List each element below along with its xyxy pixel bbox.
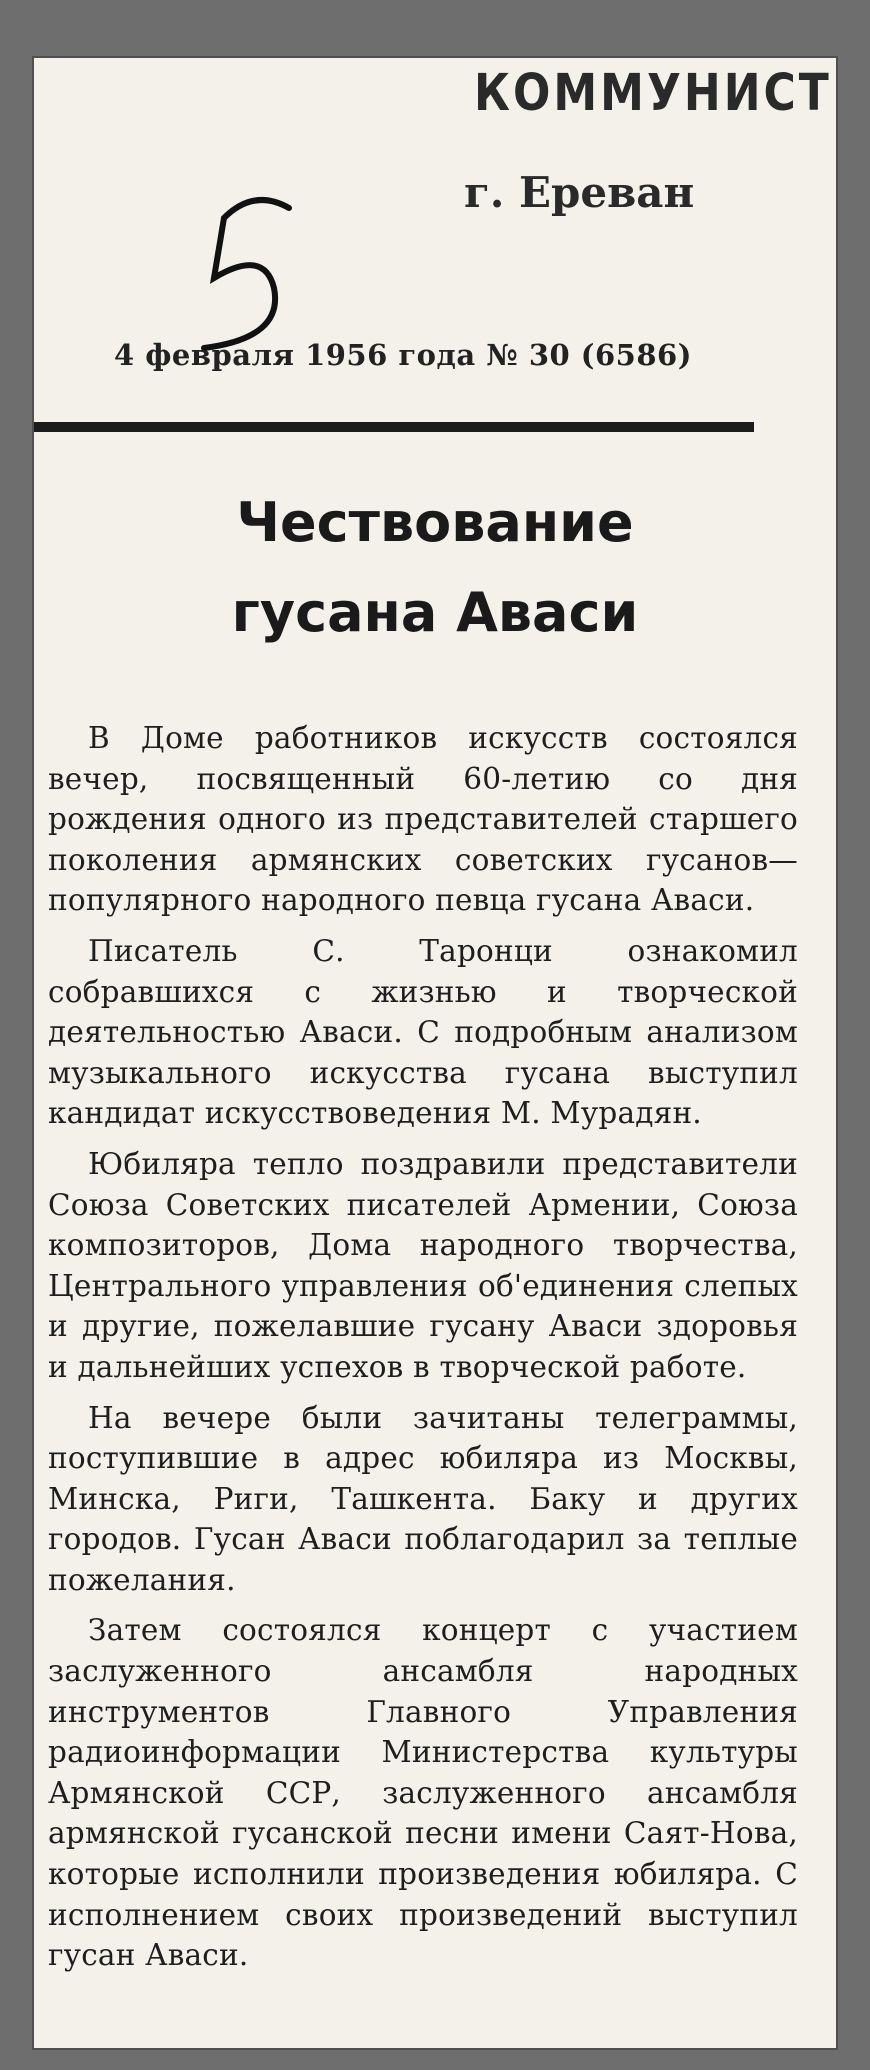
- masthead: [34, 58, 836, 428]
- issue-date-line: 4 февраля 1956 года № 30 (6586): [114, 338, 692, 372]
- article-body: [48, 718, 798, 1986]
- newspaper-name: КОММУНИСТ: [474, 64, 832, 123]
- newspaper-city: г. Ереван: [464, 168, 695, 217]
- handwritten-number-mark: [194, 178, 304, 358]
- paragraph-1: В Доме работников искусств состоялся вечер, посвященный 60-летию со дня рождения одного из представителей старшего поколения армянских советских гусанов— популярного народного певца гусана Аваси.: [48, 721, 798, 918]
- paragraph-4: На вечере были зачитаны телеграммы, поступившие в адрес юбиляра из Москвы, Минска, Риги, Ташкента. Баку и других городов. Гусан Аваси поблагодарил за теплые пожелания.: [48, 1400, 798, 1597]
- newspaper-clipping: [34, 58, 836, 2048]
- article-headline: [34, 478, 836, 658]
- paragraph-5: Затем состоялся концерт с участием заслуженного ансамбля народных инструментов Главного Управления радиоинформации Министерства культуры Армянской ССР, заслуженного ансамбля армянской гусанской песни имени Саят-Нова, которые исполнили произведения юбиляра. С исполнением своих произведений выступил гусан Аваси.: [48, 1613, 798, 1973]
- paragraph-3: Юбиляра тепло поздравили представители Союза Советских писателей Армении, Союза композиторов, Дома народного творчества, Центрального управления об'единения слепых и другие, пожелавшие гусану Аваси здоровья и дальнейших успехов в творческой работе.: [48, 1146, 798, 1384]
- paragraph-2: Писатель С. Таронци ознакомил собравшихся с жизнью и творческой деятельностью Аваси. С подробным анализом музыкального искусства гусана выступил кандидат искусствоведения М. Мурадян.: [48, 933, 798, 1131]
- masthead-rule: [34, 422, 754, 432]
- headline-line-1: Чествование: [236, 491, 634, 554]
- headline-line-2: гусана Аваси: [231, 581, 639, 644]
